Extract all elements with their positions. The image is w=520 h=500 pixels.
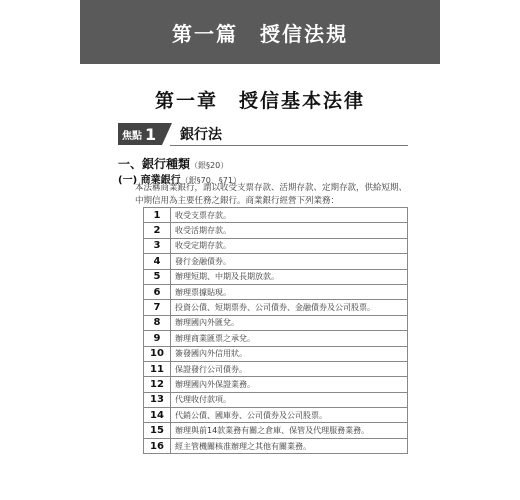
table-row <box>144 238 408 253</box>
table-row <box>144 377 408 392</box>
focus-number: 1 <box>145 124 157 144</box>
item-number: 2 <box>144 223 171 238</box>
subsection-title: (一) 商業銀行 <box>118 175 181 186</box>
item-text: 保證發行公司債券。 <box>171 361 408 376</box>
item-number: 3 <box>144 238 171 253</box>
table-row <box>144 392 408 407</box>
subsection-ref: （銀§70、§71） <box>180 176 241 185</box>
table-row <box>144 254 408 269</box>
table-row <box>144 438 408 453</box>
item-number: 15 <box>144 423 171 438</box>
section-heading <box>118 155 228 172</box>
table-row <box>144 331 408 346</box>
item-number: 1 <box>144 208 171 223</box>
item-number: 10 <box>144 346 171 361</box>
item-number: 6 <box>144 284 171 299</box>
item-text: 代理收付款項。 <box>171 392 408 407</box>
focus-label: 焦點 <box>122 130 142 142</box>
table-row <box>144 269 408 284</box>
item-text: 辦理與前14款業務有關之倉庫、保管及代理服務業務。 <box>171 423 408 438</box>
focus-header <box>118 119 408 149</box>
table-row <box>144 346 408 361</box>
item-number: 8 <box>144 315 171 330</box>
part-title: 第一篇 授信法規 <box>172 21 348 46</box>
part-title-banner <box>80 0 440 64</box>
table-row <box>144 315 408 330</box>
table-row <box>144 284 408 299</box>
item-number: 13 <box>144 392 171 407</box>
item-number: 14 <box>144 408 171 423</box>
section-ref: （銀§20） <box>190 161 229 170</box>
item-text: 辦理短期、中期及長期放款。 <box>171 269 408 284</box>
item-number: 7 <box>144 300 171 315</box>
focus-topic: 銀行法 <box>180 127 222 143</box>
business-items-table <box>143 207 408 454</box>
section-title: 一、銀行種類 <box>118 157 191 171</box>
item-text: 辦理商業匯票之承兌。 <box>171 331 408 346</box>
table-row <box>144 361 408 376</box>
chapter-title: 第一章 授信基本法律 <box>154 90 365 112</box>
item-text: 辦理國內外匯兌。 <box>171 315 408 330</box>
item-number: 12 <box>144 377 171 392</box>
table-row <box>144 408 408 423</box>
table-row <box>144 208 408 223</box>
item-text: 代銷公債、國庫券、公司債券及公司股票。 <box>171 408 408 423</box>
item-text: 辦理國內外保證業務。 <box>171 377 408 392</box>
item-text: 收受支票存款。 <box>171 208 408 223</box>
focus-tab-wedge <box>162 123 172 145</box>
item-text: 辦理票據貼現。 <box>171 284 408 299</box>
item-number: 11 <box>144 361 171 376</box>
item-number: 16 <box>144 438 171 453</box>
item-number: 4 <box>144 254 171 269</box>
item-text: 簽發國內外信用狀。 <box>171 346 408 361</box>
item-number: 5 <box>144 269 171 284</box>
item-number: 9 <box>144 331 171 346</box>
focus-divider <box>170 145 408 146</box>
table-row <box>144 223 408 238</box>
table-row <box>144 300 408 315</box>
item-text: 收受定期存款。 <box>171 238 408 253</box>
table-row <box>144 423 408 438</box>
item-text: 經主管機關核准辦理之其他有關業務。 <box>171 438 408 453</box>
focus-tab <box>118 123 162 145</box>
item-text: 收受活期存款。 <box>171 223 408 238</box>
item-text: 投資公債、短期票券、公司債券、金融債券及公司股票。 <box>171 300 408 315</box>
intro-paragraph: 本法稱商業銀行，謂以收受支票存款、活期存款、定期存款，供給短期、中期信用為主要任務之銀行。商業銀行經營下列業務： <box>135 183 408 206</box>
item-text: 發行金融債券。 <box>171 254 408 269</box>
